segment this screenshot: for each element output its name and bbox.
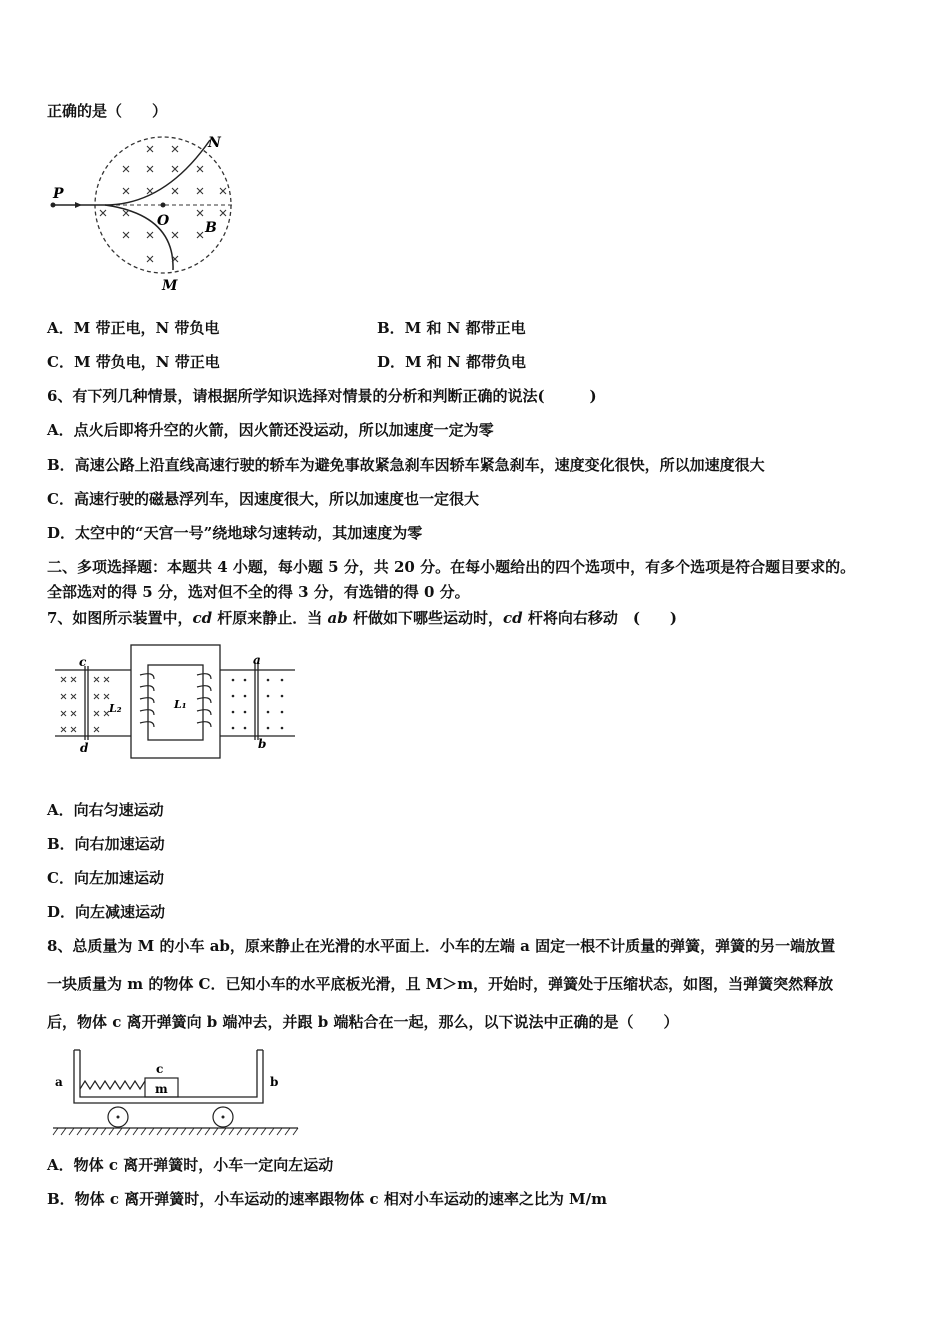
q6-stem: 6、有下列几种情景，请根据所学知识选择对情景的分析和判断正确的说法( ) — [47, 387, 597, 405]
q7-stem-part1: 7、如图所示装置中， — [47, 609, 193, 627]
q7-option-b: B．向右加速运动 — [47, 835, 165, 853]
q7-stem-ab: ab — [327, 609, 348, 627]
q6-option-a: A．点火后即将升空的火箭，因火箭还没运动，所以加速度一定为零 — [47, 421, 494, 439]
q5-option-c: C．M 带负电，N 带正电 — [47, 353, 220, 371]
q7-stem-cd2: cd — [502, 609, 523, 627]
q6-option-d: D．太空中的“天宫一号”绕地球匀速转动，其加速度为零 — [47, 524, 423, 542]
label-a: a — [55, 1075, 63, 1089]
q5-option-d: D．M 和 N 都带负电 — [377, 353, 526, 371]
q7-option-a: A．向右匀速运动 — [47, 801, 164, 819]
q7-option-c: C．向左加速运动 — [47, 869, 164, 887]
q6-option-b: B．高速公路上沿直线高速行驶的轿车为避免事故紧急刹车因轿车紧急刹车，速度变化很快，所以加速度很大 — [47, 456, 765, 474]
q8-option-b: B．物体 c 离开弹簧时，小车运动的速率跟物体 c 相对小车运动的速率之比为 M/m — [47, 1190, 608, 1208]
q6-option-c: C．高速行驶的磁悬浮列车，因速度很大，所以加速度也一定很大 — [47, 490, 479, 508]
label-l1: L₁ — [174, 698, 187, 711]
label-c: c — [156, 1062, 164, 1076]
q8-stem-line2: 一块质量为 m 的物体 C．已知小车的水平底板光滑，且 M＞m，开始时，弹簧处于压缩状态，如图，当弹簧突然释放 — [47, 975, 834, 993]
label-b: b — [270, 1075, 279, 1089]
label-a: a — [253, 653, 261, 667]
label-d: d — [80, 741, 89, 755]
label-l2: L₂ — [109, 702, 122, 715]
q5-figure — [45, 130, 240, 295]
q5-option-a: A．M 带正电，N 带负电 — [47, 319, 220, 337]
q8-stem-line1: 8、总质量为 M 的小车 ab，原来静止在光滑的水平面上．小车的左端 a 固定一根不计质量的弹簧，弹簧的另一端放置 — [47, 937, 836, 955]
q7-stem-part2: 杆原来静止．当 — [212, 609, 328, 627]
label-m: M — [162, 278, 178, 294]
q8-option-a: A．物体 c 离开弹簧时，小车一定向左运动 — [47, 1156, 334, 1174]
label-c: c — [79, 655, 87, 669]
q8-figure — [48, 1045, 303, 1140]
label-b: b — [258, 737, 267, 751]
label-o: O — [157, 213, 170, 229]
q7-stem-cd1: cd — [192, 609, 213, 627]
label-n: N — [208, 135, 221, 151]
q8-stem-line3: 后，物体 c 离开弹簧向 b 端冲去，并跟 b 端粘合在一起，那么，以下说法中正确的是（ ） — [47, 1013, 679, 1031]
q7-option-d: D．向左减速运动 — [47, 903, 166, 921]
label-b: B — [205, 220, 217, 236]
q7-figure — [50, 640, 300, 765]
q5-stem-tail: 正确的是（ ） — [47, 102, 168, 120]
section2-line1: 二、多项选择题：本题共 4 小题，每小题 5 分，共 20 分。在每小题给出的四个选项中，有多个选项是符合题目要求的。 — [47, 558, 856, 576]
q7-stem-part3: 杆做如下哪些运动时， — [347, 609, 503, 627]
q5-option-b: B．M 和 N 都带正电 — [377, 319, 526, 337]
q7-stem-part4: 杆将向右移动 ( ) — [522, 609, 678, 627]
q7-stem — [47, 608, 677, 628]
section2-line2: 全部选对的得 5 分，选对但不全的得 3 分，有选错的得 0 分。 — [47, 583, 470, 601]
label-m: m — [155, 1082, 168, 1096]
label-p: P — [53, 186, 64, 202]
